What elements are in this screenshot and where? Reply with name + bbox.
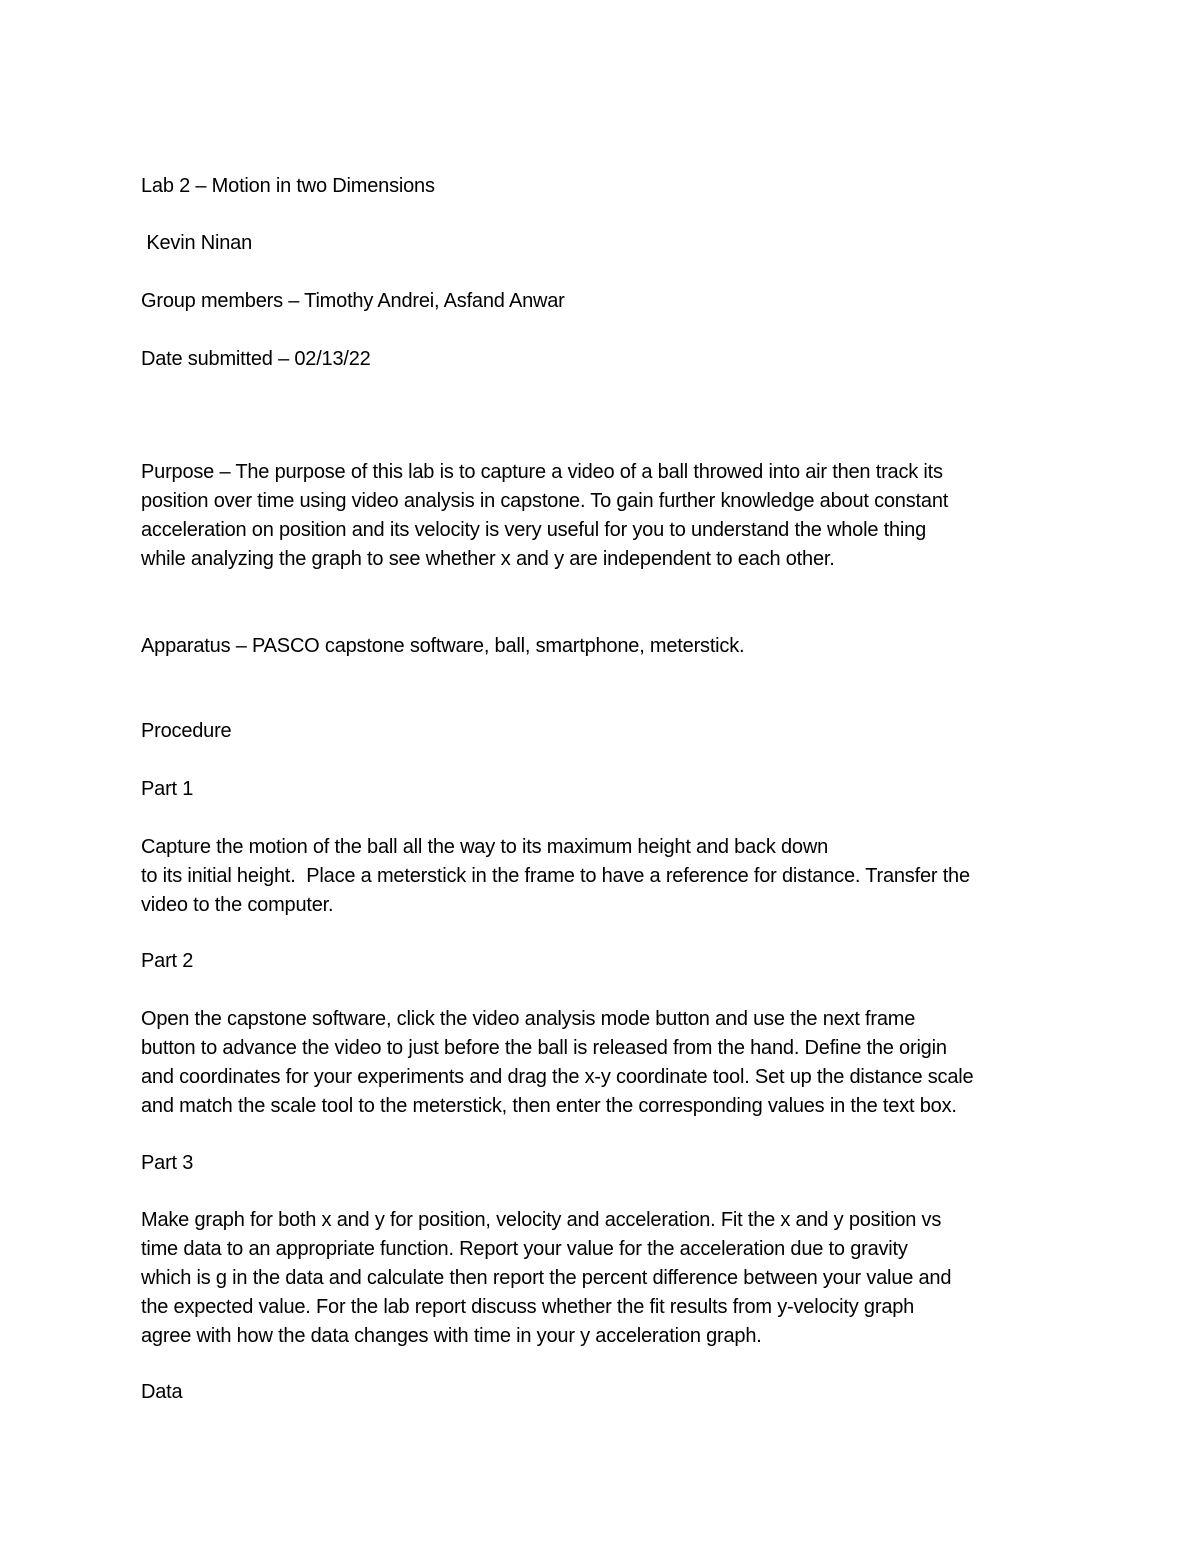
apparatus-line: Apparatus – PASCO capstone software, ball, smartphone, meterstick. [141,635,745,657]
part2-line: and match the scale tool to the meterstick, then enter the corresponding values in the text box. [141,1095,957,1117]
part1-line: video to the computer. [141,894,334,916]
author-name: Kevin Ninan [141,232,252,254]
part3-line: time data to an appropriate function. Report your value for the acceleration due to gravity [141,1238,908,1260]
purpose-paragraph [141,458,1101,574]
part1-line: Capture the motion of the ball all the way to its maximum height and back down [141,836,828,858]
date-submitted: Date submitted – 02/13/22 [141,348,371,370]
part2-line: and coordinates for your experiments and drag the x-y coordinate tool. Set up the distance scale [141,1066,974,1088]
part3-line: the expected value. For the lab report discuss whether the fit results from y-velocity graph [141,1296,915,1318]
data-heading: Data [141,1381,183,1403]
purpose-line: Purpose – The purpose of this lab is to capture a video of a ball throwed into air then track its [141,461,943,483]
part3-line: Make graph for both x and y for position, velocity and acceleration. Fit the x and y position vs [141,1209,942,1231]
part3-line: agree with how the data changes with time in your y acceleration graph. [141,1325,762,1347]
part1-line: to its initial height. Place a meterstick in the frame to have a reference for distance. Transfer the [141,865,970,887]
part2-line: button to advance the video to just before the ball is released from the hand. Define the origin [141,1037,947,1059]
part3-heading: Part 3 [141,1152,194,1174]
part2-line: Open the capstone software, click the video analysis mode button and use the next frame [141,1008,916,1030]
lab-title: Lab 2 – Motion in two Dimensions [141,175,435,197]
part1-paragraph [141,833,1101,920]
purpose-line: acceleration on position and its velocity is very useful for you to understand the whole thing [141,519,926,541]
purpose-line: position over time using video analysis in capstone. To gain further knowledge about constant [141,490,949,512]
part3-paragraph [141,1206,1101,1351]
part2-heading: Part 2 [141,950,194,972]
part1-heading: Part 1 [141,778,194,800]
procedure-heading: Procedure [141,720,232,742]
part2-paragraph [141,1005,1101,1121]
purpose-line: while analyzing the graph to see whether x and y are independent to each other. [141,548,835,570]
part3-line: which is g in the data and calculate then report the percent difference between your value and [141,1267,952,1289]
group-members: Group members – Timothy Andrei, Asfand Anwar [141,290,565,312]
